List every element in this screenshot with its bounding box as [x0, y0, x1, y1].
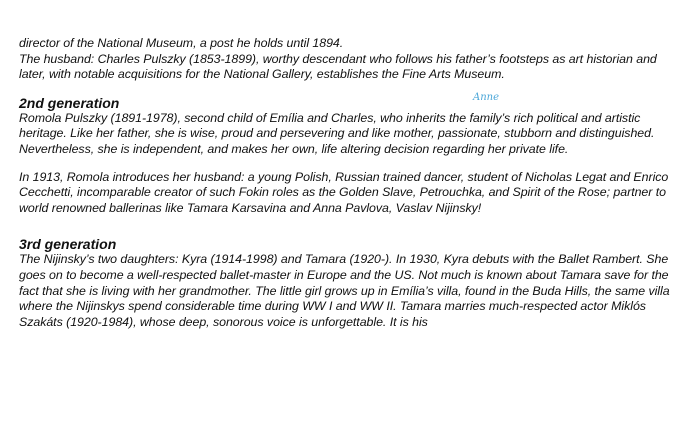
second-generation-heading: 2nd generation: [19, 94, 120, 111]
romola-paragraph: Romola Pulszky (1891-1978), second child of Emília and Charles, who inherits the family’s rich political and artistic heritage. Like her father, she is wise, proud and persevering and like mother, passionate, stubborn and distinguished. Nevertheless, she is independent, and makes her own, life altering decision regarding her private life.: [19, 110, 655, 156]
husband-paragraph: The husband: Charles Pulszky (1853-1899), worthy descendant who follows his father’s footsteps as art historian and later, with notable acquisitions for the National Gallery, establishes the Fine Arts Museum.: [19, 51, 657, 82]
daughters-paragraph: The Nijinsky’s two daughters: Kyra (1914-1998) and Tamara (1920-). In 1930, Kyra debuts with the Ballet Rambert. She goes on to become a well-respected ballet-master in Europe and the US. Not much is known about Tamara save for the fact that she is living with her grandmother. The little girl grows up in Emília’s villa, found in the Buda Hills, the same villa where the Nijinskys spend considerable time during WW I and WW II. Tamara marries much-respected actor Miklós Szakáts (1920-1984), whose deep, sonorous voice is unforgettable. It is his: [19, 252, 670, 329]
intro-line: director of the National Museum, a post he holds until 1894.: [19, 36, 344, 50]
document-page: [19, 36, 679, 330]
third-generation-heading: 3rd generation: [19, 236, 117, 253]
nijinsky-paragraph: In 1913, Romola introduces her husband: a young Polish, Russian trained dancer, student of Nicholas Legat and Enrico Cecchetti, incomparable creator of such Fokin roles as the Golden Slave, Petrouchka, and Spirit of the Rose; partner to world renowned ballerinas like Tamara Karsavina and Anna Pavlova, Vaslav Nijinsky!: [19, 169, 669, 215]
handwritten-annotation: Anne: [473, 92, 500, 103]
